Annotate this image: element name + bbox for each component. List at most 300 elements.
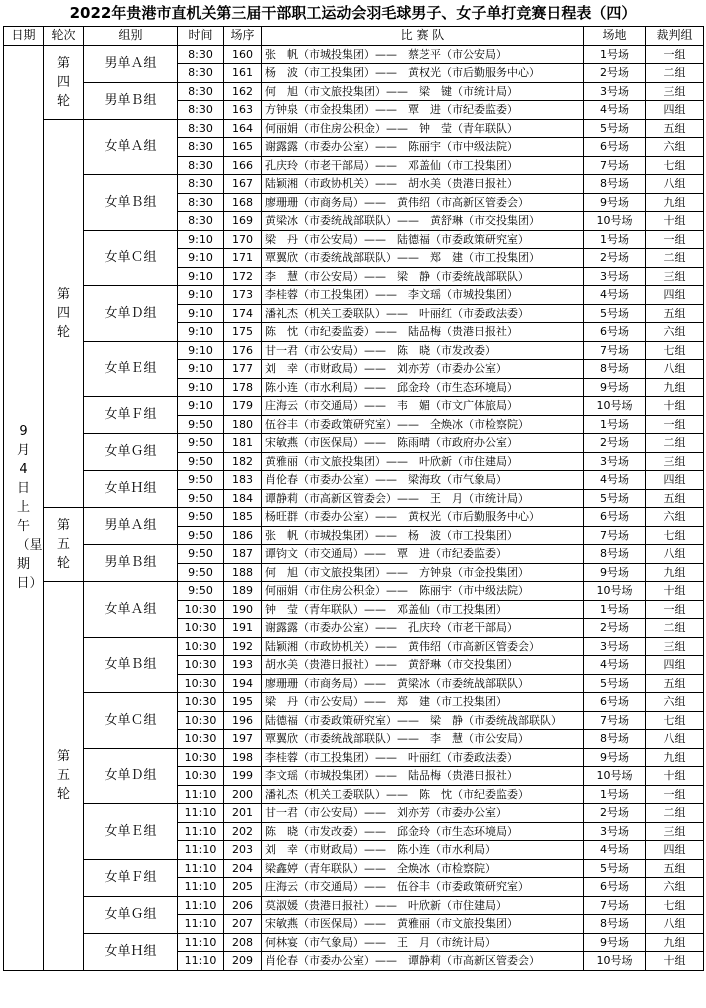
referee-cell: 七组	[646, 896, 704, 915]
venue-cell: 1号场	[584, 230, 646, 249]
match-cell: 孔庆玲（市老干部局）—— 邓盖仙（市工投集团）	[262, 156, 584, 175]
header-venue: 场地	[584, 27, 646, 46]
referee-cell: 十组	[646, 397, 704, 416]
table-row	[4, 693, 704, 712]
time-cell: 9:50	[178, 526, 224, 545]
seq-cell: 160	[224, 45, 262, 64]
table-row	[4, 508, 704, 527]
seq-cell: 163	[224, 101, 262, 120]
seq-cell: 171	[224, 249, 262, 268]
time-cell: 9:10	[178, 323, 224, 342]
referee-cell: 四组	[646, 656, 704, 675]
table-row	[4, 637, 704, 656]
match-cell: 李文瑶（市城投集团）—— 陆品梅（贵港日报社）	[262, 767, 584, 786]
group-cell: 女单Ｅ组	[84, 804, 178, 860]
referee-cell: 九组	[646, 748, 704, 767]
seq-cell: 178	[224, 378, 262, 397]
venue-cell: 4号场	[584, 101, 646, 120]
venue-cell: 5号场	[584, 674, 646, 693]
venue-cell: 6号场	[584, 878, 646, 897]
venue-cell: 5号场	[584, 304, 646, 323]
seq-cell: 187	[224, 545, 262, 564]
seq-cell: 172	[224, 267, 262, 286]
seq-cell: 185	[224, 508, 262, 527]
match-cell: 伍谷丰（市委政策研究室）—— 全焕冰（市检察院）	[262, 415, 584, 434]
match-cell: 陆颖湘（市政协机关）—— 黄伟绍（市高新区管委会）	[262, 637, 584, 656]
venue-cell: 3号场	[584, 82, 646, 101]
seq-cell: 165	[224, 138, 262, 157]
time-cell: 10:30	[178, 600, 224, 619]
seq-cell: 203	[224, 841, 262, 860]
venue-cell: 2号场	[584, 804, 646, 823]
referee-cell: 四组	[646, 101, 704, 120]
referee-cell: 六组	[646, 878, 704, 897]
venue-cell: 4号场	[584, 656, 646, 675]
table-row	[4, 341, 704, 360]
table-row	[4, 471, 704, 490]
referee-cell: 二组	[646, 619, 704, 638]
referee-cell: 五组	[646, 859, 704, 878]
venue-cell: 5号场	[584, 859, 646, 878]
match-cell: 李 慧（市公安局）—— 梁 静（市委统战部联队）	[262, 267, 584, 286]
seq-cell: 179	[224, 397, 262, 416]
seq-cell: 166	[224, 156, 262, 175]
round-label: 第四轮	[56, 55, 70, 109]
match-cell: 方钟泉（市金投集团）—— 覃 进（市纪委监委）	[262, 101, 584, 120]
match-cell: 何林宴（市气象局）—— 王 月（市统计局）	[262, 933, 584, 952]
venue-cell: 4号场	[584, 841, 646, 860]
referee-cell: 七组	[646, 526, 704, 545]
venue-cell: 9号场	[584, 933, 646, 952]
seq-cell: 190	[224, 600, 262, 619]
referee-cell: 四组	[646, 286, 704, 305]
time-cell: 10:30	[178, 656, 224, 675]
referee-cell: 七组	[646, 341, 704, 360]
venue-cell: 2号场	[584, 64, 646, 83]
seq-cell: 192	[224, 637, 262, 656]
time-cell: 9:10	[178, 341, 224, 360]
match-cell: 庄海云（市交通局）—— 韦 媚（市文广体旅局）	[262, 397, 584, 416]
time-cell: 11:10	[178, 896, 224, 915]
group-cell: 女单Ｆ组	[84, 397, 178, 434]
seq-cell: 186	[224, 526, 262, 545]
referee-cell: 九组	[646, 193, 704, 212]
referee-cell: 二组	[646, 804, 704, 823]
referee-cell: 一组	[646, 600, 704, 619]
seq-cell: 170	[224, 230, 262, 249]
time-cell: 8:30	[178, 45, 224, 64]
match-cell: 黄梁冰（市委统战部联队）—— 黄舒琳（市交投集团）	[262, 212, 584, 231]
venue-cell: 7号场	[584, 711, 646, 730]
match-cell: 陈 忱（市纪委监委）—— 陆品梅（贵港日报社）	[262, 323, 584, 342]
referee-cell: 三组	[646, 452, 704, 471]
group-cell: 女单Ｄ组	[84, 748, 178, 804]
seq-cell: 204	[224, 859, 262, 878]
group-cell: 女单Ａ组	[84, 582, 178, 638]
time-cell: 9:10	[178, 360, 224, 379]
referee-cell: 八组	[646, 545, 704, 564]
seq-cell: 199	[224, 767, 262, 786]
match-cell: 杨 波（市工投集团）—— 黄权光（市后勤服务中心）	[262, 64, 584, 83]
header-time: 时间	[178, 27, 224, 46]
table-row	[4, 582, 704, 601]
group-cell: 女单Ｃ组	[84, 693, 178, 749]
header-round: 轮次	[44, 27, 84, 46]
referee-cell: 二组	[646, 64, 704, 83]
venue-cell: 4号场	[584, 286, 646, 305]
date-cell	[4, 45, 44, 970]
time-cell: 10:30	[178, 674, 224, 693]
time-cell: 9:50	[178, 508, 224, 527]
match-cell: 宋敏燕（市医保局）—— 黄雅丽（市文旅投集团）	[262, 915, 584, 934]
referee-cell: 六组	[646, 508, 704, 527]
seq-cell: 207	[224, 915, 262, 934]
match-cell: 甘一君（市公安局）—— 陈 晓（市发改委）	[262, 341, 584, 360]
referee-cell: 五组	[646, 119, 704, 138]
time-cell: 9:10	[178, 304, 224, 323]
table-row	[4, 859, 704, 878]
venue-cell: 2号场	[584, 619, 646, 638]
seq-cell: 200	[224, 785, 262, 804]
header-referee: 裁判组	[646, 27, 704, 46]
referee-cell: 一组	[646, 785, 704, 804]
venue-cell: 8号场	[584, 545, 646, 564]
time-cell: 9:10	[178, 378, 224, 397]
time-cell: 8:30	[178, 175, 224, 194]
time-cell: 9:10	[178, 267, 224, 286]
table-row	[4, 286, 704, 305]
header-group: 组别	[84, 27, 178, 46]
header-seq: 场序	[224, 27, 262, 46]
group-cell: 女单Ｂ组	[84, 175, 178, 231]
date-label: 9月4日上午（星期日）	[16, 424, 43, 591]
table-row	[4, 175, 704, 194]
match-cell: 张 帆（市城投集团）—— 蔡芝平（市公安局）	[262, 45, 584, 64]
referee-cell: 六组	[646, 693, 704, 712]
seq-cell: 194	[224, 674, 262, 693]
group-cell: 女单Ｂ组	[84, 637, 178, 693]
match-cell: 谢露露（市委办公室）—— 孔庆玲（市老干部局）	[262, 619, 584, 638]
time-cell: 10:30	[178, 619, 224, 638]
group-cell: 女单Ｈ组	[84, 471, 178, 508]
venue-cell: 2号场	[584, 249, 646, 268]
table-row	[4, 397, 704, 416]
seq-cell: 208	[224, 933, 262, 952]
header-match: 比 赛 队	[262, 27, 584, 46]
header-row	[4, 27, 704, 46]
venue-cell: 1号场	[584, 785, 646, 804]
referee-cell: 三组	[646, 822, 704, 841]
group-cell: 男单Ｂ组	[84, 545, 178, 582]
seq-cell: 164	[224, 119, 262, 138]
table-row	[4, 896, 704, 915]
referee-cell: 七组	[646, 156, 704, 175]
venue-cell: 9号场	[584, 378, 646, 397]
schedule-table	[3, 26, 704, 971]
venue-cell: 5号场	[584, 489, 646, 508]
time-cell: 9:10	[178, 249, 224, 268]
match-cell: 刘 幸（市财政局）—— 陈小连（市水利局）	[262, 841, 584, 860]
seq-cell: 177	[224, 360, 262, 379]
match-cell: 肖伦春（市委办公室）—— 谭静莉（市高新区管委会）	[262, 952, 584, 971]
match-cell: 梁 丹（市公安局）—— 陆德福（市委政策研究室）	[262, 230, 584, 249]
time-cell: 9:10	[178, 286, 224, 305]
time-cell: 9:50	[178, 545, 224, 564]
time-cell: 9:10	[178, 397, 224, 416]
page-title: 2022年贵港市直机关第三届干部职工运动会羽毛球男子、女子单打竞赛日程表（四）	[69, 4, 637, 22]
venue-cell: 10号场	[584, 952, 646, 971]
referee-cell: 八组	[646, 360, 704, 379]
header-date: 日期	[4, 27, 44, 46]
venue-cell: 10号场	[584, 212, 646, 231]
match-cell: 胡水美（贵港日报社）—— 黄舒琳（市交投集团）	[262, 656, 584, 675]
time-cell: 11:10	[178, 841, 224, 860]
match-cell: 梁鑫婷（青年联队）—— 全焕冰（市检察院）	[262, 859, 584, 878]
match-cell: 刘 幸（市财政局）—— 刘亦芳（市委办公室）	[262, 360, 584, 379]
venue-cell: 6号场	[584, 693, 646, 712]
referee-cell: 五组	[646, 304, 704, 323]
seq-cell: 184	[224, 489, 262, 508]
time-cell: 11:10	[178, 859, 224, 878]
referee-cell: 二组	[646, 249, 704, 268]
time-cell: 8:30	[178, 212, 224, 231]
match-cell: 何 旭（市文旅投集团）—— 方钟泉（市金投集团）	[262, 563, 584, 582]
match-cell: 廖珊珊（市商务局）—— 黄伟绍（市高新区管委会）	[262, 193, 584, 212]
venue-cell: 8号场	[584, 175, 646, 194]
time-cell: 8:30	[178, 101, 224, 120]
time-cell: 9:50	[178, 489, 224, 508]
referee-cell: 三组	[646, 82, 704, 101]
time-cell: 9:50	[178, 434, 224, 453]
referee-cell: 六组	[646, 138, 704, 157]
match-cell: 钟 莹（青年联队）—— 邓盖仙（市工投集团）	[262, 600, 584, 619]
referee-cell: 二组	[646, 434, 704, 453]
referee-cell: 四组	[646, 841, 704, 860]
seq-cell: 197	[224, 730, 262, 749]
referee-cell: 九组	[646, 933, 704, 952]
match-cell: 何 旭（市文旅投集团）—— 梁 键（市统计局）	[262, 82, 584, 101]
referee-cell: 六组	[646, 323, 704, 342]
venue-cell: 10号场	[584, 767, 646, 786]
round-cell	[44, 582, 84, 971]
match-cell: 莫淑媛（贵港日报社）—— 叶欣新（市住建局）	[262, 896, 584, 915]
group-cell: 男单Ａ组	[84, 45, 178, 82]
venue-cell: 6号场	[584, 508, 646, 527]
time-cell: 9:50	[178, 452, 224, 471]
match-cell: 廖珊珊（市商务局）—— 黄梁冰（市委统战部联队）	[262, 674, 584, 693]
table-row	[4, 434, 704, 453]
match-cell: 何丽娟（市住房公积金）—— 陈丽宇（市中级法院）	[262, 582, 584, 601]
match-cell: 潘礼杰（机关工委联队）—— 叶丽红（市委政法委）	[262, 304, 584, 323]
venue-cell: 7号场	[584, 896, 646, 915]
seq-cell: 169	[224, 212, 262, 231]
referee-cell: 十组	[646, 952, 704, 971]
time-cell: 11:10	[178, 915, 224, 934]
time-cell: 10:30	[178, 711, 224, 730]
venue-cell: 2号场	[584, 434, 646, 453]
seq-cell: 162	[224, 82, 262, 101]
venue-cell: 8号场	[584, 730, 646, 749]
group-cell: 男单Ｂ组	[84, 82, 178, 119]
match-cell: 陈 晓（市发改委）—— 邱金玲（市生态环境局）	[262, 822, 584, 841]
venue-cell: 8号场	[584, 360, 646, 379]
venue-cell: 3号场	[584, 452, 646, 471]
seq-cell: 168	[224, 193, 262, 212]
referee-cell: 三组	[646, 637, 704, 656]
venue-cell: 9号场	[584, 748, 646, 767]
time-cell: 11:10	[178, 933, 224, 952]
venue-cell: 7号场	[584, 341, 646, 360]
venue-cell: 9号场	[584, 563, 646, 582]
match-cell: 覃翼欣（市委统战部联队）—— 李 慧（市公安局）	[262, 730, 584, 749]
round-label: 第五轮	[56, 749, 70, 803]
time-cell: 9:50	[178, 471, 224, 490]
seq-cell: 209	[224, 952, 262, 971]
table-row	[4, 82, 704, 101]
table-row	[4, 804, 704, 823]
venue-cell: 6号场	[584, 323, 646, 342]
venue-cell: 7号场	[584, 156, 646, 175]
table-row	[4, 933, 704, 952]
time-cell: 11:10	[178, 804, 224, 823]
time-cell: 8:30	[178, 64, 224, 83]
referee-cell: 五组	[646, 489, 704, 508]
match-cell: 何丽娟（市住房公积金）—— 钟 莹（青年联队）	[262, 119, 584, 138]
referee-cell: 五组	[646, 674, 704, 693]
round-label: 第五轮	[56, 518, 70, 571]
match-cell: 陈小连（市水利局）—— 邱金玲（市生态环境局）	[262, 378, 584, 397]
referee-cell: 十组	[646, 767, 704, 786]
match-cell: 宋敏燕（市医保局）—— 陈雨晴（市政府办公室）	[262, 434, 584, 453]
seq-cell: 205	[224, 878, 262, 897]
venue-cell: 8号场	[584, 915, 646, 934]
time-cell: 11:10	[178, 878, 224, 897]
time-cell: 10:30	[178, 748, 224, 767]
venue-cell: 1号场	[584, 600, 646, 619]
match-cell: 黄雅丽（市文旅投集团）—— 叶欣新（市住建局）	[262, 452, 584, 471]
time-cell: 8:30	[178, 82, 224, 101]
time-cell: 8:30	[178, 138, 224, 157]
referee-cell: 一组	[646, 415, 704, 434]
match-cell: 李桂蓉（市工投集团）—— 叶丽红（市委政法委）	[262, 748, 584, 767]
referee-cell: 十组	[646, 212, 704, 231]
time-cell: 8:30	[178, 193, 224, 212]
match-cell: 谭静莉（市高新区管委会）—— 王 月（市统计局）	[262, 489, 584, 508]
time-cell: 8:30	[178, 119, 224, 138]
referee-cell: 三组	[646, 267, 704, 286]
time-cell: 10:30	[178, 637, 224, 656]
seq-cell: 202	[224, 822, 262, 841]
seq-cell: 183	[224, 471, 262, 490]
seq-cell: 206	[224, 896, 262, 915]
table-row	[4, 748, 704, 767]
referee-cell: 一组	[646, 45, 704, 64]
venue-cell: 3号场	[584, 637, 646, 656]
venue-cell: 9号场	[584, 193, 646, 212]
match-cell: 肖伦春（市委办公室）—— 梁海玫（市气象局）	[262, 471, 584, 490]
seq-cell: 174	[224, 304, 262, 323]
referee-cell: 九组	[646, 563, 704, 582]
time-cell: 9:10	[178, 230, 224, 249]
seq-cell: 189	[224, 582, 262, 601]
match-cell: 张 帆（市城投集团）—— 杨 波（市工投集团）	[262, 526, 584, 545]
match-cell: 谢露露（市委办公室）—— 陈丽宇（市中级法院）	[262, 138, 584, 157]
referee-cell: 一组	[646, 230, 704, 249]
seq-cell: 173	[224, 286, 262, 305]
referee-cell: 九组	[646, 378, 704, 397]
match-cell: 杨旺群（市委办公室）—— 黄权光（市后勤服务中心）	[262, 508, 584, 527]
venue-cell: 7号场	[584, 526, 646, 545]
seq-cell: 161	[224, 64, 262, 83]
venue-cell: 10号场	[584, 582, 646, 601]
seq-cell: 201	[224, 804, 262, 823]
match-cell: 梁 丹（市公安局）—— 郑 建（市工投集团）	[262, 693, 584, 712]
seq-cell: 167	[224, 175, 262, 194]
match-cell: 李桂蓉（市工投集团）—— 李文瑶（市城投集团）	[262, 286, 584, 305]
group-cell: 女单Ｅ组	[84, 341, 178, 397]
round-cell	[44, 119, 84, 508]
referee-cell: 七组	[646, 711, 704, 730]
match-cell: 潘礼杰（机关工委联队）—— 陈 忱（市纪委监委）	[262, 785, 584, 804]
time-cell: 10:30	[178, 767, 224, 786]
time-cell: 9:50	[178, 415, 224, 434]
time-cell: 8:30	[178, 156, 224, 175]
table-row	[4, 545, 704, 564]
referee-cell: 八组	[646, 175, 704, 194]
venue-cell: 6号场	[584, 138, 646, 157]
time-cell: 11:10	[178, 822, 224, 841]
table-row	[4, 230, 704, 249]
group-cell: 女单Ａ组	[84, 119, 178, 175]
match-cell: 甘一君（市公安局）—— 刘亦芳（市委办公室）	[262, 804, 584, 823]
seq-cell: 188	[224, 563, 262, 582]
time-cell: 9:50	[178, 582, 224, 601]
time-cell: 11:10	[178, 785, 224, 804]
seq-cell: 180	[224, 415, 262, 434]
match-cell: 庄海云（市交通局）—— 伍谷丰（市委政策研究室）	[262, 878, 584, 897]
seq-cell: 181	[224, 434, 262, 453]
seq-cell: 195	[224, 693, 262, 712]
seq-cell: 175	[224, 323, 262, 342]
referee-cell: 八组	[646, 730, 704, 749]
venue-cell: 1号场	[584, 415, 646, 434]
seq-cell: 176	[224, 341, 262, 360]
venue-cell: 1号场	[584, 45, 646, 64]
round-label: 第四轮	[56, 286, 70, 340]
match-cell: 覃翼欣（市委统战部联队）—— 郑 建（市工投集团）	[262, 249, 584, 268]
referee-cell: 十组	[646, 582, 704, 601]
round-cell	[44, 508, 84, 582]
table-row	[4, 45, 704, 64]
seq-cell: 182	[224, 452, 262, 471]
time-cell: 10:30	[178, 730, 224, 749]
venue-cell: 4号场	[584, 471, 646, 490]
table-row	[4, 119, 704, 138]
time-cell: 10:30	[178, 693, 224, 712]
venue-cell: 3号场	[584, 822, 646, 841]
time-cell: 9:50	[178, 563, 224, 582]
group-cell: 女单Ｆ组	[84, 859, 178, 896]
group-cell: 女单Ｃ组	[84, 230, 178, 286]
seq-cell: 191	[224, 619, 262, 638]
match-cell: 陆颖湘（市政协机关）—— 胡水美（贵港日报社）	[262, 175, 584, 194]
group-cell: 女单Ｈ组	[84, 933, 178, 970]
seq-cell: 198	[224, 748, 262, 767]
venue-cell: 3号场	[584, 267, 646, 286]
venue-cell: 5号场	[584, 119, 646, 138]
match-cell: 陆德福（市委政策研究室）—— 梁 静（市委统战部联队）	[262, 711, 584, 730]
match-cell: 谭钧文（市交通局）—— 覃 进（市纪委监委）	[262, 545, 584, 564]
